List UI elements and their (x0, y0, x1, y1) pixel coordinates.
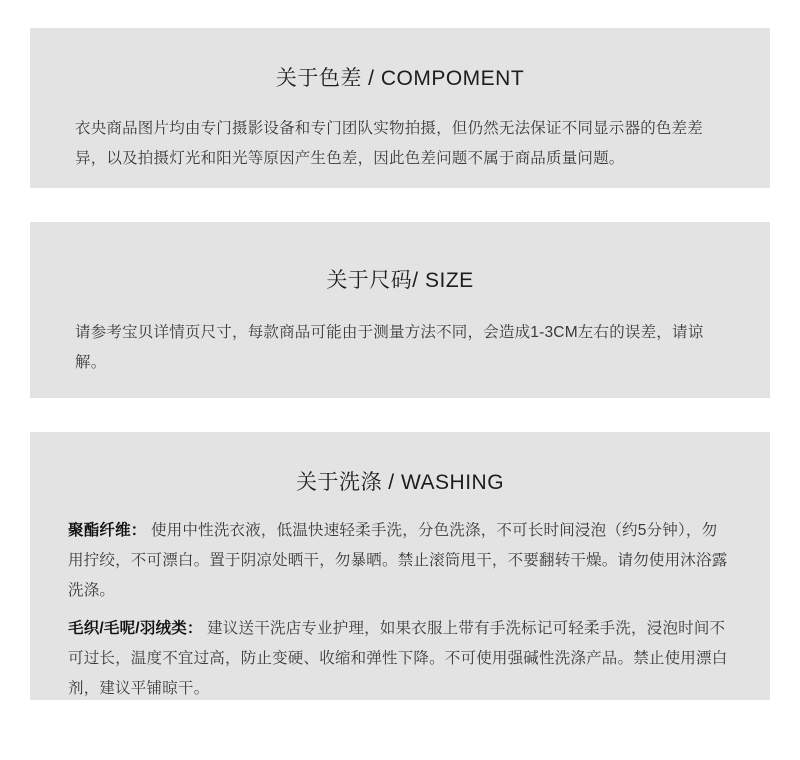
washing-section-title: 关于洗涤 / WASHING (295, 471, 505, 494)
washing-item-text: 使用中性洗衣液，低温快速轻柔手洗，分色洗涤，不可长时间浸泡（约5分钟），勿用拧绞，不可漂白。置于阴凉处晒干，勿暴晒。禁止滚筒甩干，不要翻转干燥。请勿使用沐浴露洗涤。 (68, 522, 728, 599)
section-washing (30, 432, 770, 700)
washing-item-label: 聚酯纤维： (68, 522, 147, 539)
washing-item-text: 建议送干洗店专业护理，如果衣服上带有手洗标记可轻柔手洗，浸泡时间不可过长，温度不宜过高，防止变硬、收缩和弹性下降。不可使用强碱性洗涤产品。禁止使用漂白剂，建议平铺晾干。 (68, 620, 728, 697)
size-section-title: 关于尺码/ SIZE (326, 269, 474, 292)
color-section-paragraph: 衣央商品图片均由专门摄影设备和专门团队实物拍摄，但仍然无法保证不同显示器的色差差异，以及拍摄灯光和阳光等原因产生色差，因此色差问题不属于商品质量问题。 (75, 120, 704, 167)
section-size (30, 222, 770, 398)
color-section-title: 关于色差 / COMPOMENT (275, 67, 525, 90)
section-color-difference (30, 28, 770, 188)
washing-item-label: 毛织/毛呢/羽绒类： (68, 620, 203, 637)
washing-item-polyester (30, 516, 770, 606)
size-section-paragraph: 请参考宝贝详情页尺寸，每款商品可能由于测量方法不同，会造成1-3CM左右的误差，请谅解。 (75, 324, 704, 371)
washing-item-wool-down (30, 614, 770, 704)
